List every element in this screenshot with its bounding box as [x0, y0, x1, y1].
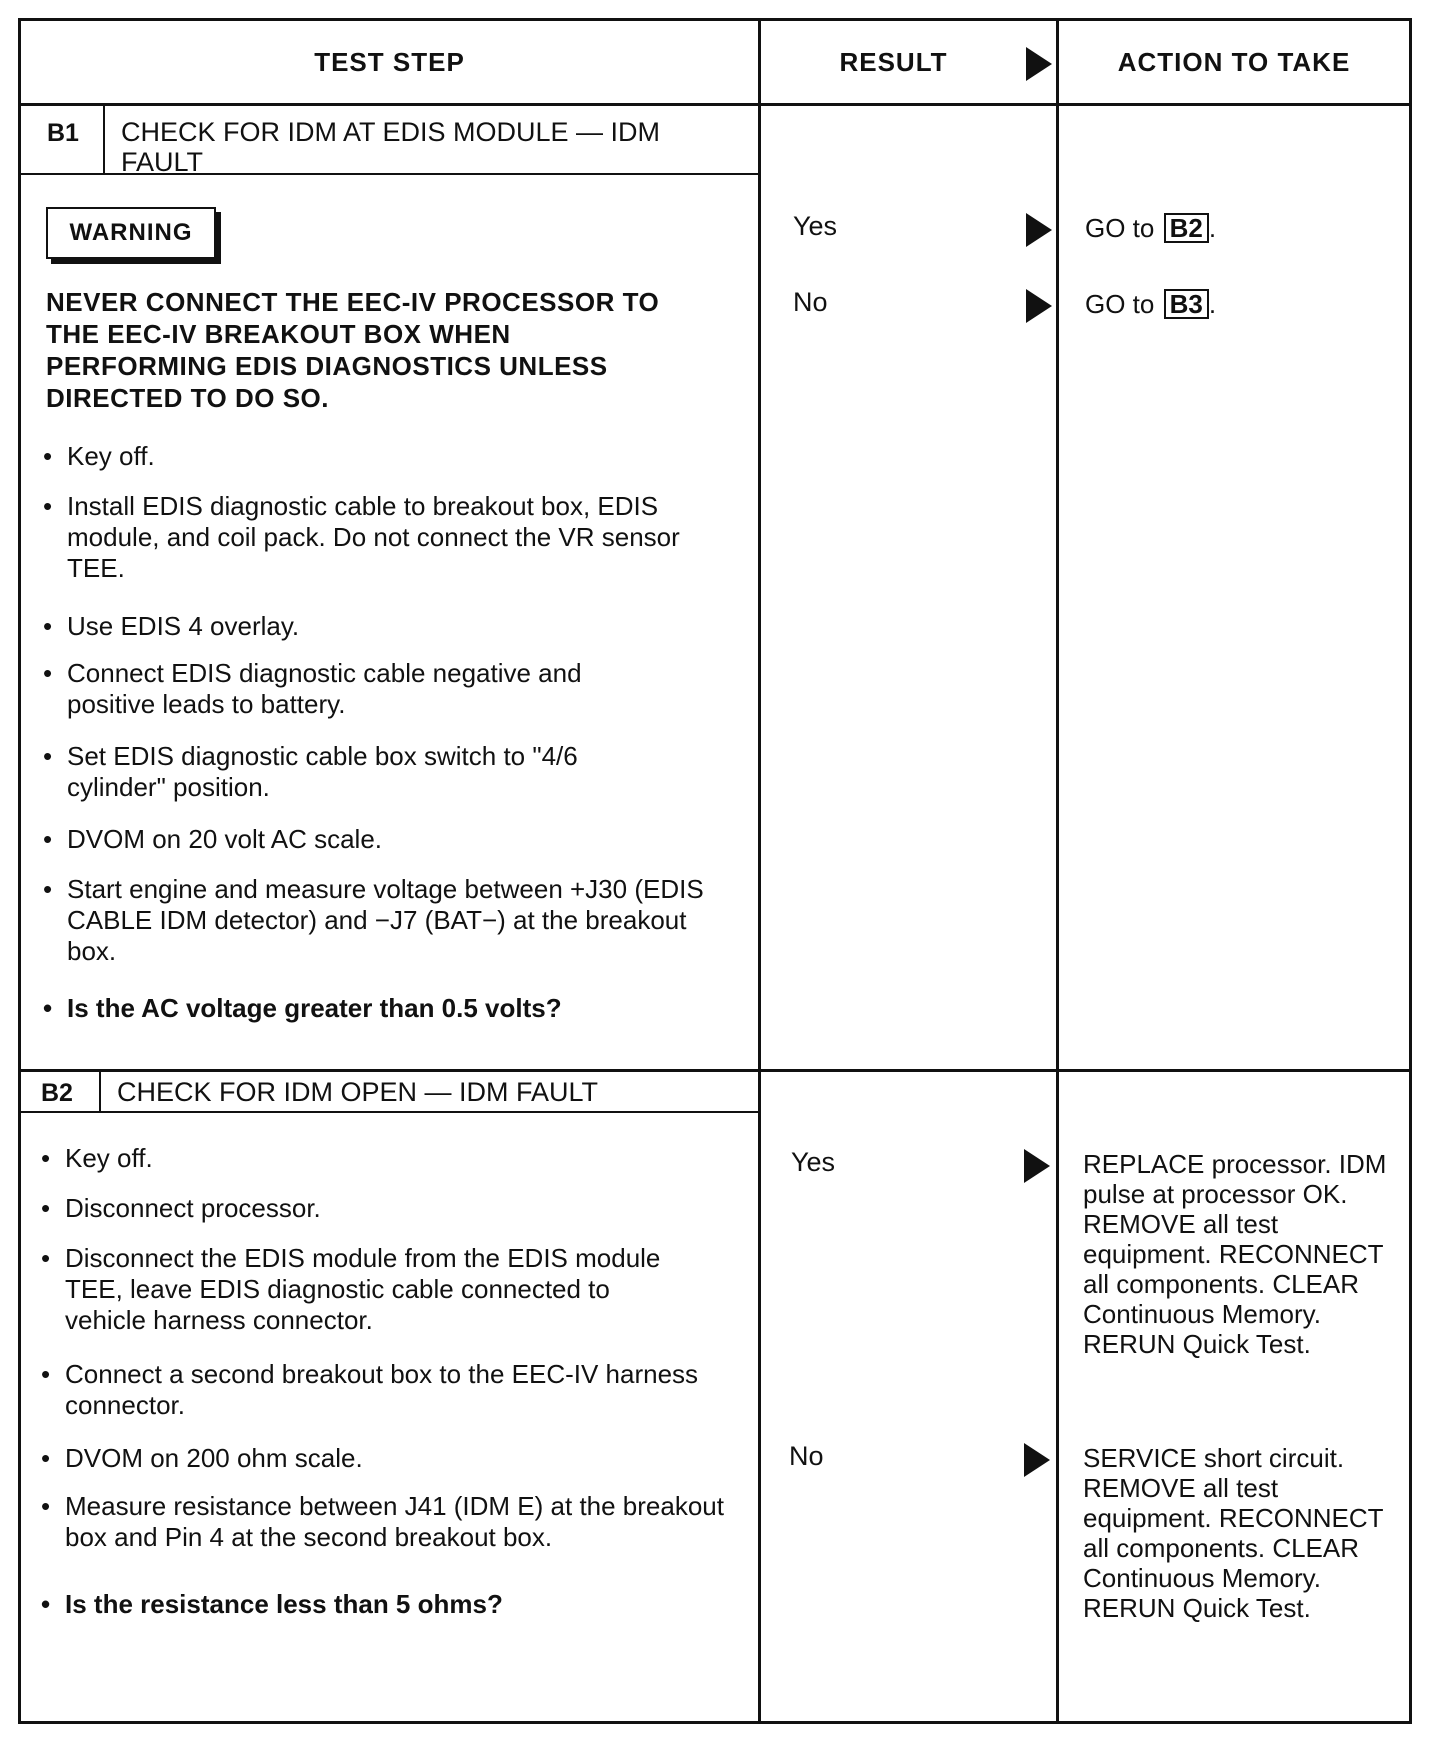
b2-title-underline — [21, 1111, 758, 1113]
b2-question: • Is the resistance less than 5 ohms? — [41, 1589, 503, 1619]
b1-step-5: • Set EDIS diagnostic cable box switch to "4/6 cylinder" position. — [43, 741, 578, 802]
b1-step-7: • Start engine and measure voltage between +J30 (EDIS CABLE IDM detector) and −J7 (BAT−) at the breakout box. — [43, 874, 704, 966]
b2-action-no: SERVICE short circuit. REMOVE all test equipment. RECONNECT all components. CLEAR Continuous Memory. RERUN Quick Test. — [1083, 1443, 1384, 1623]
b2-step-title: CHECK FOR IDM OPEN — IDM FAULT — [117, 1077, 599, 1107]
b2-action-yes: REPLACE processor. IDM pulse at processor OK. REMOVE all test equipment. RECONNECT all components. CLEAR Continuous Memory. RERUN Quick Test. — [1083, 1149, 1387, 1359]
b2-id-divider — [99, 1069, 101, 1113]
b1-no-arrow-icon — [1026, 289, 1052, 323]
warning-text: NEVER CONNECT THE EEC-IV PROCESSOR TO THE EEC-IV BREAKOUT BOX WHEN PERFORMING EDIS DIAGNOSTICS UNLESS DIRECTED TO DO SO. — [46, 287, 660, 413]
b2-step-1: • Key off. — [41, 1143, 153, 1173]
b1-step-3: • Use EDIS 4 overlay. — [43, 611, 300, 641]
b1-result-no: No — [793, 287, 828, 317]
diagnostic-table — [18, 18, 1412, 1724]
b1-id-divider — [103, 103, 105, 175]
b2-yes-arrow-icon — [1024, 1149, 1050, 1183]
header-divider — [21, 103, 1409, 106]
step-ref-b2[interactable]: B2 — [1164, 213, 1209, 243]
b2-result-yes: Yes — [791, 1147, 836, 1177]
b2-result-no: No — [789, 1441, 824, 1471]
b1-action-no: GO to B3 . — [1085, 289, 1217, 319]
b1-step-4: • Connect EDIS diagnostic cable negative and positive leads to battery. — [43, 658, 582, 719]
header-test-step: TEST STEP — [314, 46, 465, 77]
b2-step-4: • Connect a second breakout box to the EEC-IV harness connector. — [41, 1359, 699, 1420]
header-arrow-icon — [1026, 47, 1052, 81]
column-divider-2 — [1056, 21, 1059, 1721]
b2-step-5: • DVOM on 200 ohm scale. — [41, 1443, 363, 1473]
b1-question: • Is the AC voltage greater than 0.5 volts? — [43, 993, 562, 1023]
b2-step-3: • Disconnect the EDIS module from the EDIS module TEE, leave EDIS diagnostic cable connected to vehicle harness connector. — [41, 1243, 661, 1335]
b1-result-yes: Yes — [793, 211, 838, 241]
header-result: RESULT — [839, 46, 948, 77]
b1-step-1: • Key off. — [43, 441, 155, 471]
warning-label: WARNING — [46, 207, 216, 259]
b1-yes-arrow-icon — [1026, 213, 1052, 247]
b1-action-yes: GO to B2 . — [1085, 213, 1217, 243]
b2-step-6: • Measure resistance between J41 (IDM E) at the breakout box and Pin 4 at the second breakout box. — [41, 1491, 724, 1552]
step-ref-b3[interactable]: B3 — [1164, 289, 1209, 319]
b2-no-arrow-icon — [1024, 1443, 1050, 1477]
b1-step-id: B1 — [47, 119, 79, 147]
b1-step-title: CHECK FOR IDM AT EDIS MODULE — IDM FAULT — [121, 117, 661, 177]
header-action: ACTION TO TAKE — [1117, 46, 1351, 77]
section-divider — [21, 1069, 1409, 1072]
column-divider-1 — [758, 21, 761, 1721]
b1-step-2: • Install EDIS diagnostic cable to breakout box, EDIS module, and coil pack. Do not connect the VR sensor TEE. — [43, 491, 680, 583]
b2-step-id: B2 — [41, 1079, 73, 1107]
b2-step-2: • Disconnect processor. — [41, 1193, 321, 1223]
b1-step-6: • DVOM on 20 volt AC scale. — [43, 824, 383, 854]
